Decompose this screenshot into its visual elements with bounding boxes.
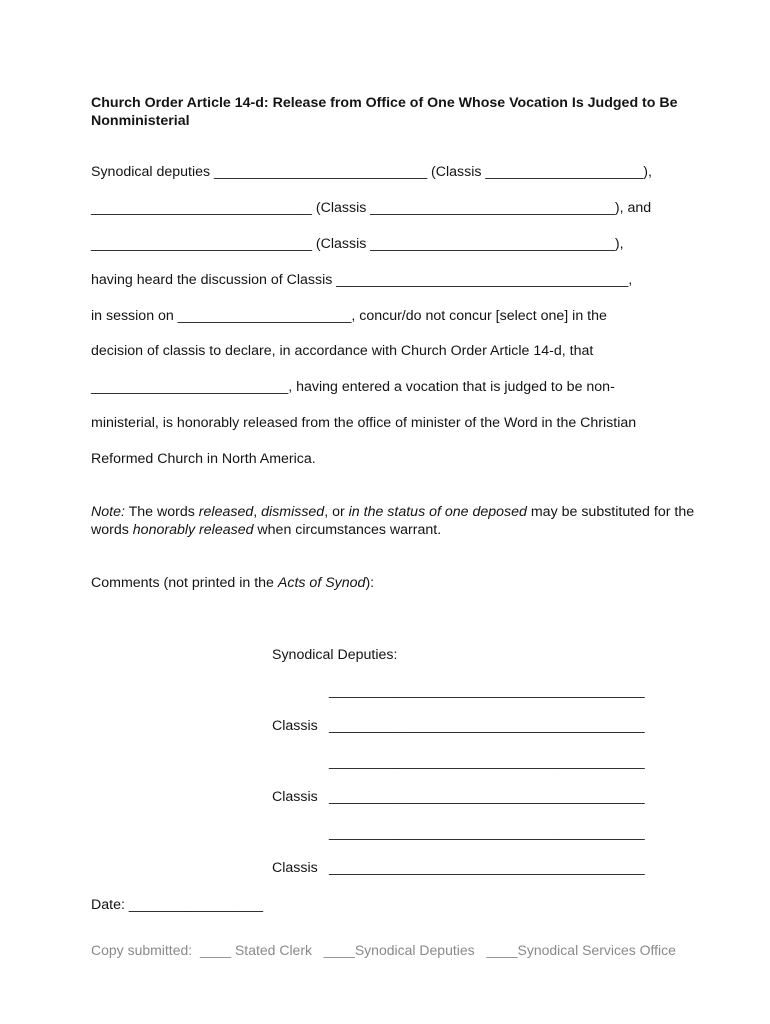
note-text: , or xyxy=(324,504,349,520)
classis-line: ________________________________________ xyxy=(329,789,645,805)
classis-line: ________________________________________ xyxy=(329,718,645,734)
body-line-6: decision of classis to declare, in accordance with Church Order Article 14-d, that xyxy=(91,343,594,359)
classis-label: Classis xyxy=(272,718,318,734)
body-line-3: ____________________________ (Classis _______________________________), xyxy=(91,236,624,252)
classis-label: Classis xyxy=(272,860,318,876)
body-line-5: in session on ______________________, concur/do not concur [select one] in the xyxy=(91,308,607,324)
note-label: Note: xyxy=(91,504,125,520)
comments-emphasis: Acts of Synod xyxy=(277,575,366,591)
comments-label xyxy=(91,575,374,591)
body-line-1: Synodical deputies ___________________________ (Classis ____________________), xyxy=(91,164,652,180)
body-line-2: ____________________________ (Classis _______________________________), and xyxy=(91,200,652,216)
note-text: The words xyxy=(124,504,199,520)
note-paragraph xyxy=(91,503,711,539)
deputies-heading: Synodical Deputies: xyxy=(272,647,398,663)
body-line-4: having heard the discussion of Classis _____________________________________, xyxy=(91,272,633,288)
note-emphasis: in the status of one deposed xyxy=(348,504,527,520)
body-line-8: ministerial, is honorably released from the office of minister of the Word in the Christian xyxy=(91,415,637,431)
classis-label: Classis xyxy=(272,789,318,805)
signature-line: ________________________________________ xyxy=(329,754,645,770)
note-emphasis: released xyxy=(198,504,254,520)
date-line: Date: _________________ xyxy=(91,897,263,913)
form-title: Church Order Article 14-d: Release from Office of One Whose Vocation Is Judged to Be Nonministerial xyxy=(91,95,678,129)
note-emphasis: dismissed xyxy=(261,504,325,520)
copy-submitted-footer: Copy submitted: ____ Stated Clerk ____Synodical Deputies ____Synodical Services Office xyxy=(91,942,676,958)
signature-line: ________________________________________ xyxy=(329,683,645,699)
body-line-9: Reformed Church in North America. xyxy=(91,451,316,467)
comments-text: Comments (not printed in the xyxy=(91,575,278,591)
body-line-7: _________________________, having entered a vocation that is judged to be non- xyxy=(91,379,615,395)
note-emphasis: honorably released xyxy=(132,522,254,538)
comments-text: ): xyxy=(365,575,375,591)
note-text: when circumstances warrant. xyxy=(253,522,442,538)
signature-line: ________________________________________ xyxy=(329,825,645,841)
classis-line: ________________________________________ xyxy=(329,860,645,876)
note-text: , xyxy=(253,504,262,520)
note-text: may be substituted for the words xyxy=(91,504,695,538)
